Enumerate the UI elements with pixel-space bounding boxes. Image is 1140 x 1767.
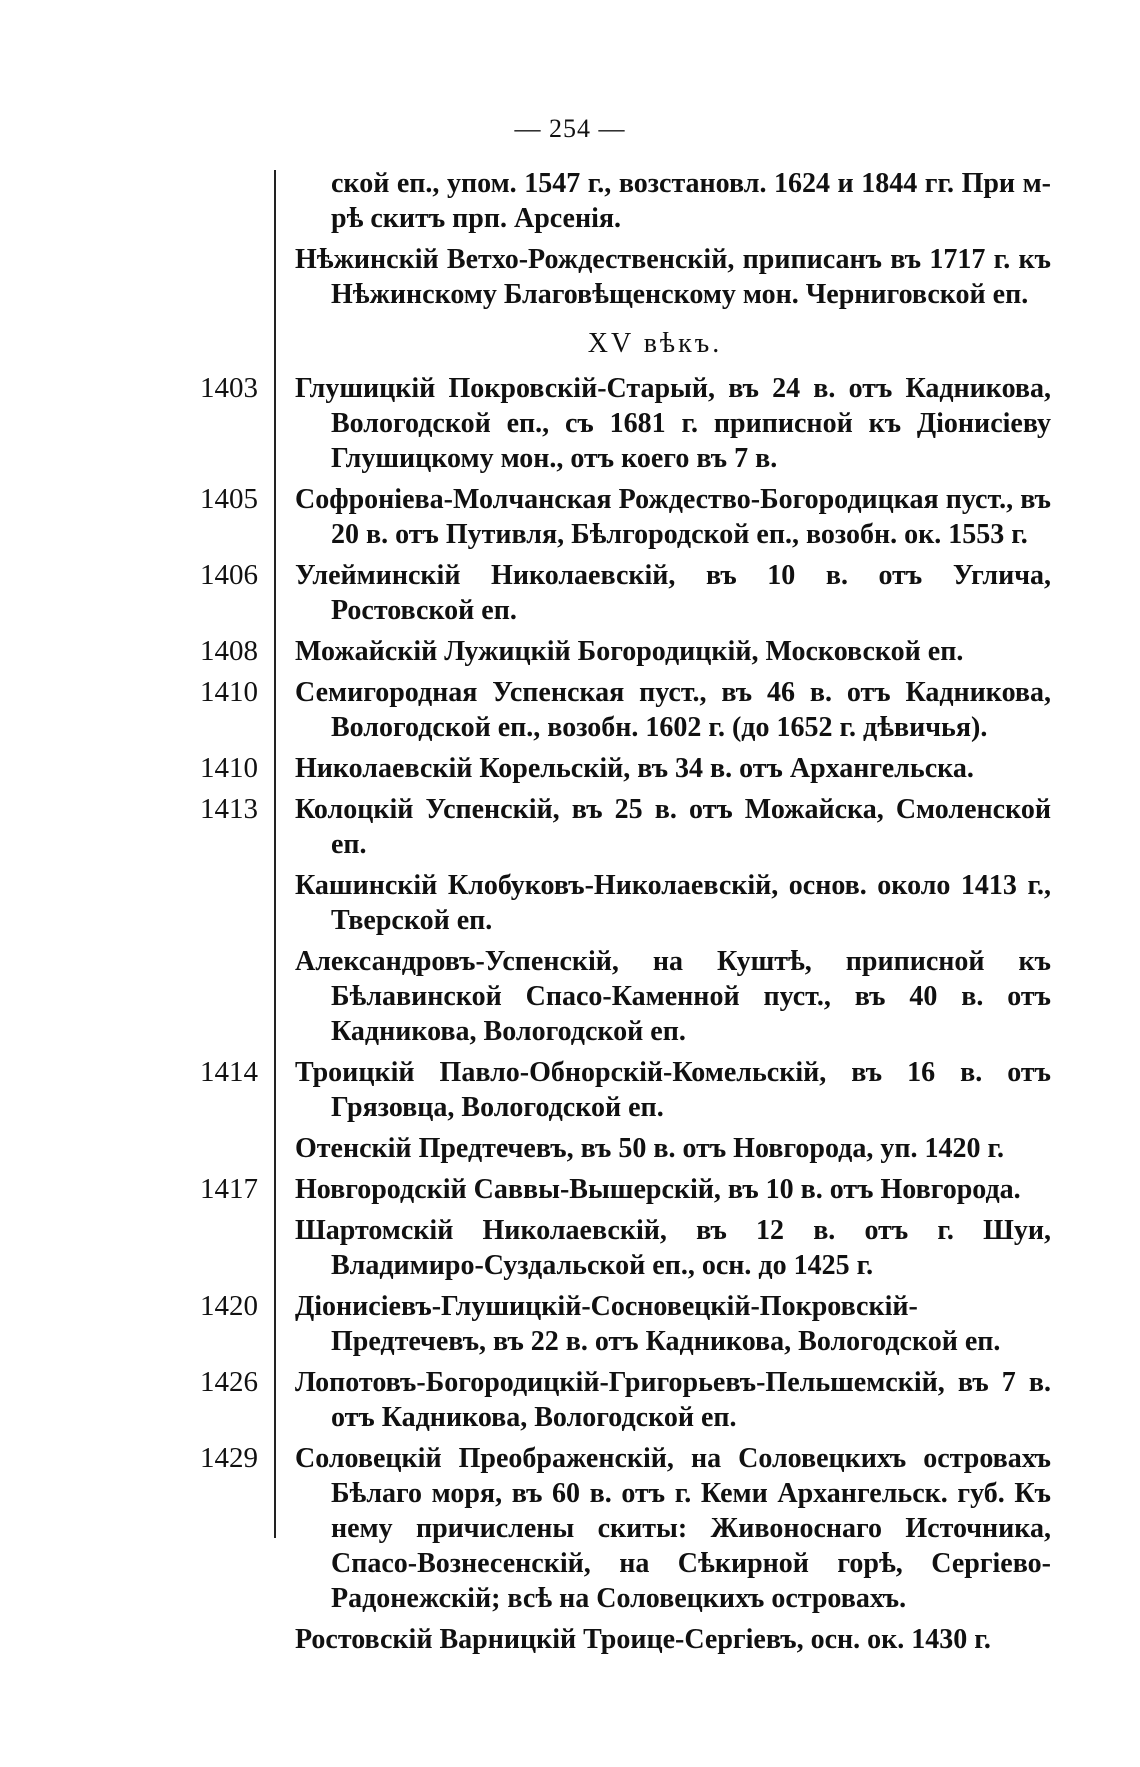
list-item [0, 1213, 1140, 1283]
entry-text: Глушицкій Покровскій-Старый, въ 24 в. отъ Кадникова, Вологодской еп., съ 1681 г. приписной къ Діонисіеву Глушицкому мон., отъ коего въ 7 в. [295, 373, 1051, 474]
entry-year: 1420 [200, 1290, 258, 1322]
entry-text: Новгородскій Саввы-Вышерскій, въ 10 в. отъ Новгорода. [295, 1174, 1021, 1205]
list-item [0, 675, 1140, 745]
entry-text: Ростовскій Варницкій Троице-Сергіевъ, осн. ок. 1430 г. [295, 1624, 991, 1655]
list-item [0, 371, 1140, 476]
list-item [0, 166, 1140, 236]
entry-text: Колоцкій Успенскій, въ 25 в. отъ Можайска, Смоленской еп. [295, 794, 1051, 860]
page-number: — 254 — [514, 114, 626, 143]
list-item [0, 944, 1140, 1049]
entry-text: Кашинскій Клобуковъ-Николаевскій, основ. около 1413 г., Тверской еп. [295, 870, 1051, 936]
entry-year: 1429 [200, 1442, 258, 1474]
section-heading: XV вѣкъ. [587, 328, 723, 359]
entry-year: 1408 [200, 635, 258, 667]
list-item [0, 558, 1140, 628]
entry-text: Лопотовъ-Богородицкій-Григорьевъ-Пельшемскій, въ 7 в. отъ Кадникова, Вологодской еп. [295, 1367, 1051, 1433]
entry-text: Софроніева-Молчанская Рождество-Богородицкая пуст., въ 20 в. отъ Путивля, Бѣлгородской еп., возобн. ок. 1553 г. [295, 484, 1051, 550]
entry-year: 1414 [200, 1056, 258, 1088]
entry-year: 1410 [200, 676, 258, 708]
list-item [0, 242, 1140, 312]
list-item [0, 751, 1140, 786]
list-item [0, 482, 1140, 552]
list-item [0, 1365, 1140, 1435]
entry-text: Троицкій Павло-Обнорскій-Комельскій, въ 16 в. отъ Грязовца, Вологодской еп. [295, 1057, 1051, 1123]
entry-text: Отенскій Предтечевъ, въ 50 в. отъ Новгорода, уп. 1420 г. [295, 1133, 1005, 1164]
entry-year: 1426 [200, 1366, 258, 1398]
entry-year: 1413 [200, 793, 258, 825]
entry-text: Семигородная Успенская пуст., въ 46 в. отъ Кадникова, Вологодской еп., возобн. 1602 г. (до 1652 г. дѣвичья). [295, 677, 1051, 743]
list-item [0, 634, 1140, 669]
entry-text: Нѣжинскій Ветхо-Рождественскій, приписанъ въ 1717 г. къ Нѣжинскому Благовѣщенскому мон. Черниговской еп. [295, 244, 1051, 310]
list-item [0, 792, 1140, 862]
entry-text: Шартомскій Николаевскій, въ 12 в. отъ г. Шуи, Владимиро-Суздальской еп., осн. до 1425 г. [295, 1215, 1051, 1281]
entries-list [0, 166, 1140, 1663]
entry-text: Можайскій Лужицкій Богородицкій, Московской еп. [295, 636, 964, 667]
list-item [0, 1441, 1140, 1616]
entry-year: 1417 [200, 1173, 258, 1205]
list-item [0, 1289, 1140, 1359]
entry-text: ской еп., упом. 1547 г., возстановл. 1624 и 1844 гг. При м-рѣ скитъ прп. Арсенія. [331, 168, 1051, 234]
entry-year: 1405 [200, 483, 258, 515]
entry-year: 1406 [200, 559, 258, 591]
entry-text: Александровъ-Успенскій, на Куштѣ, приписной къ Бѣлавинской Спасо-Каменной пуст., въ 40 в. отъ Кадникова, Вологодской еп. [295, 946, 1051, 1047]
list-item [0, 1172, 1140, 1207]
entry-text: Діонисіевъ-Глушицкій-Сосновецкій-Покровскій-Предтечевъ, въ 22 в. отъ Кадникова, Вологодской еп. [295, 1291, 1001, 1357]
list-item [0, 1131, 1140, 1166]
list-item [0, 868, 1140, 938]
entry-text: Николаевскій Корельскій, въ 34 в. отъ Архангельска. [295, 753, 974, 784]
list-item [0, 1055, 1140, 1125]
list-item [0, 1622, 1140, 1657]
entry-text: Соловецкій Преображенскій, на Соловецкихъ островахъ Бѣлаго моря, въ 60 в. отъ г. Кеми Архангельск. губ. Къ нему причислены скиты: Живоноснаго Источника, Спасо-Вознесенскій, на Сѣкирной горѣ, Сергіево-Радонежскій; всѣ на Соловецкихъ островахъ. [295, 1443, 1051, 1614]
entry-year: 1410 [200, 752, 258, 784]
entry-text: Улейминскій Николаевскій, въ 10 в. отъ Углича, Ростовской еп. [295, 560, 1051, 626]
entry-year: 1403 [200, 372, 258, 404]
